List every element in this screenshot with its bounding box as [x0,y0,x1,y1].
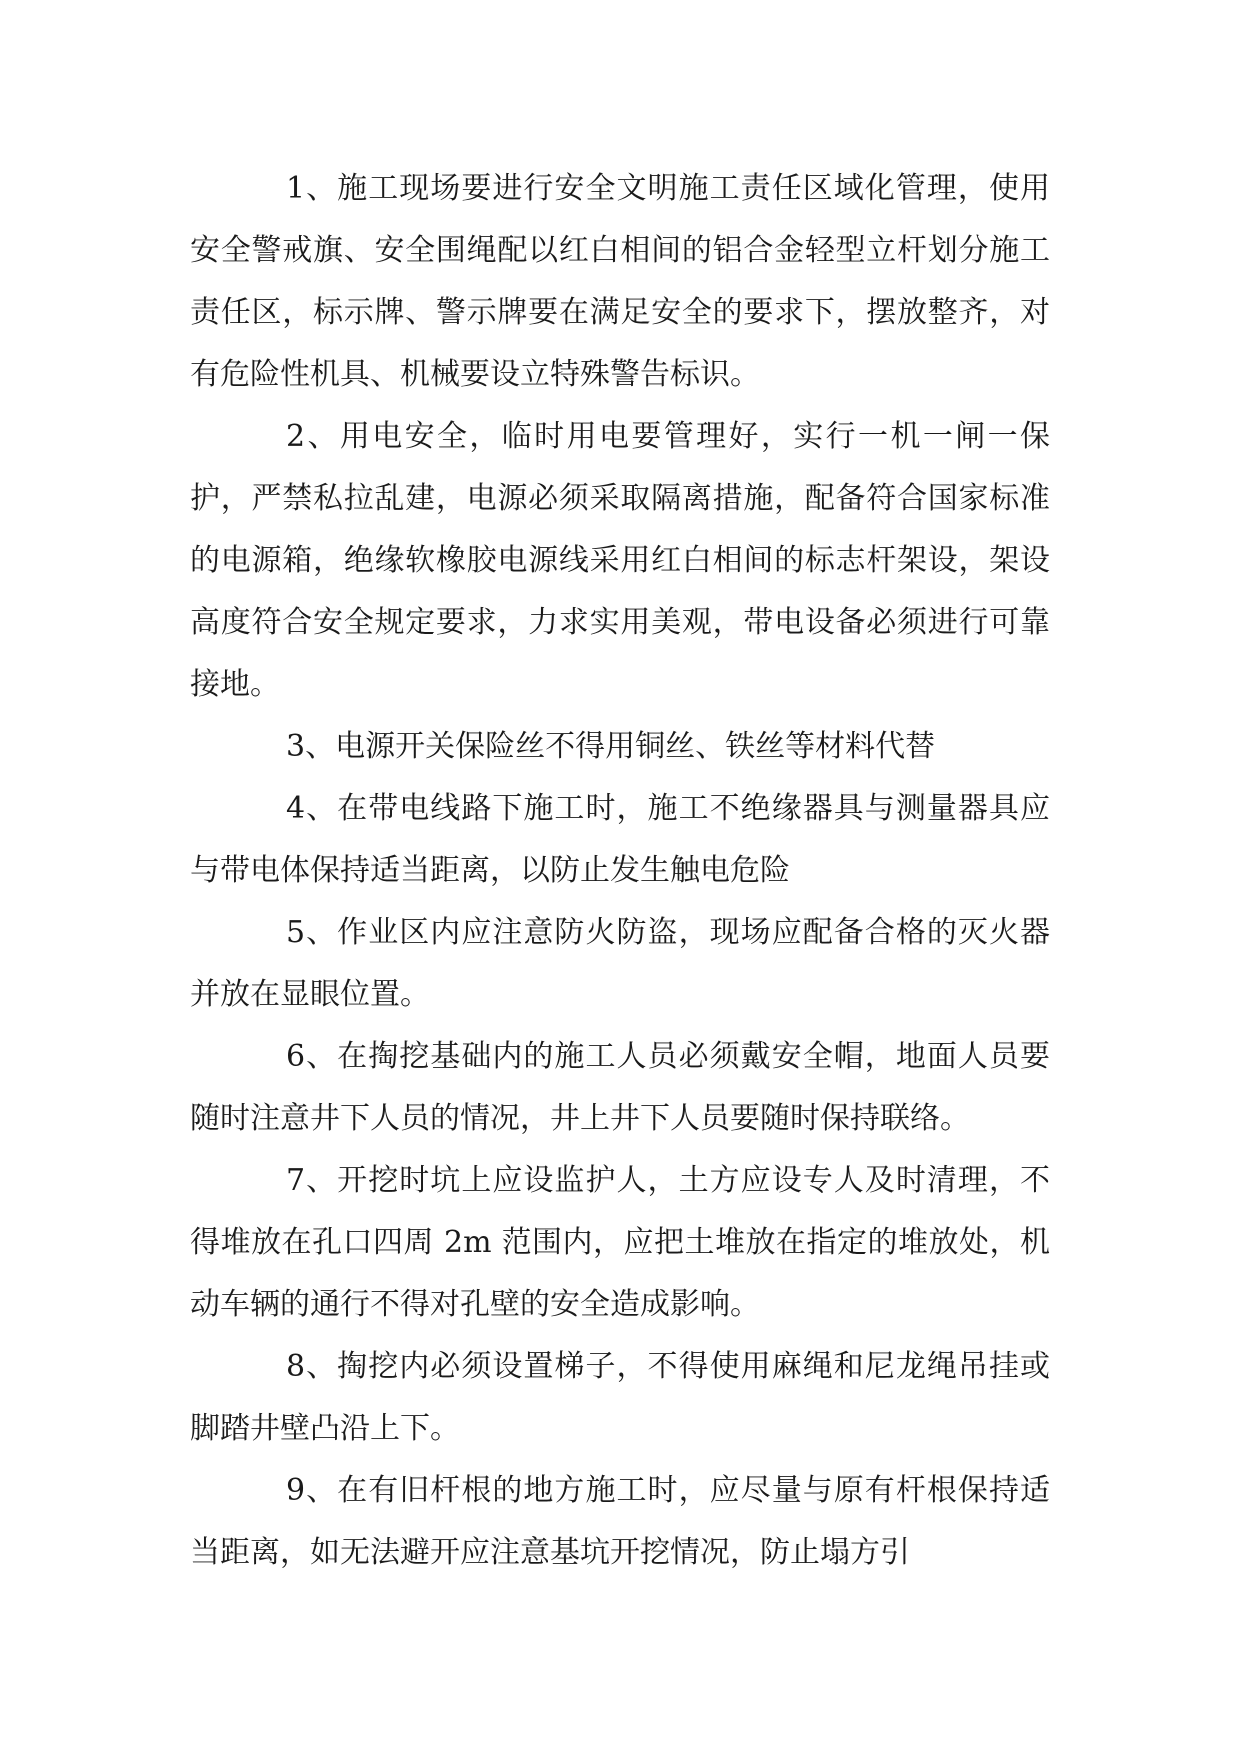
paragraph-5: 5、作业区内应注意防火防盗，现场应配备合格的灭火器并放在显眼位置。 [190,915,1050,1012]
paragraph-1: 1、施工现场要进行安全文明施工责任区域化管理，使用安全警戒旗、安全围绳配以红白相间的铝合金轻型立杆划分施工责任区，标示牌、警示牌要在满足安全的要求下，摆放整齐，对有危险性机具、机械要设立特殊警告标识。 [190,171,1050,392]
paragraph-6: 6、在掏挖基础内的施工人员必须戴安全帽，地面人员要随时注意井下人员的情况，井上井下人员要随时保持联络。 [190,1039,1050,1136]
document-body [190,158,1050,1584]
paragraph-3: 3、电源开关保险丝不得用铜丝、铁丝等材料代替 [286,729,936,764]
paragraph-8: 8、掏挖内必须设置梯子，不得使用麻绳和尼龙绳吊挂或脚踏井壁凸沿上下。 [190,1349,1050,1446]
paragraph-2: 2、用电安全，临时用电要管理好，实行一机一闸一保护，严禁私拉乱建，电源必须采取隔离措施，配备符合国家标准的电源箱，绝缘软橡胶电源线采用红白相间的标志杆架设，架设高度符合安全规定要求，力求实用美观，带电设备必须进行可靠接地。 [190,419,1050,702]
paragraph-7: 7、开挖时坑上应设监护人，土方应设专人及时清理，不得堆放在孔口四周 2m 范围内，应把土堆放在指定的堆放处，机动车辆的通行不得对孔壁的安全造成影响。 [190,1163,1050,1322]
paragraph-4: 4、在带电线路下施工时，施工不绝缘器具与测量器具应与带电体保持适当距离，以防止发生触电危险 [190,791,1050,888]
paragraph-9: 9、在有旧杆根的地方施工时，应尽量与原有杆根保持适当距离，如无法避开应注意基坑开挖情况，防止塌方引 [190,1473,1050,1570]
